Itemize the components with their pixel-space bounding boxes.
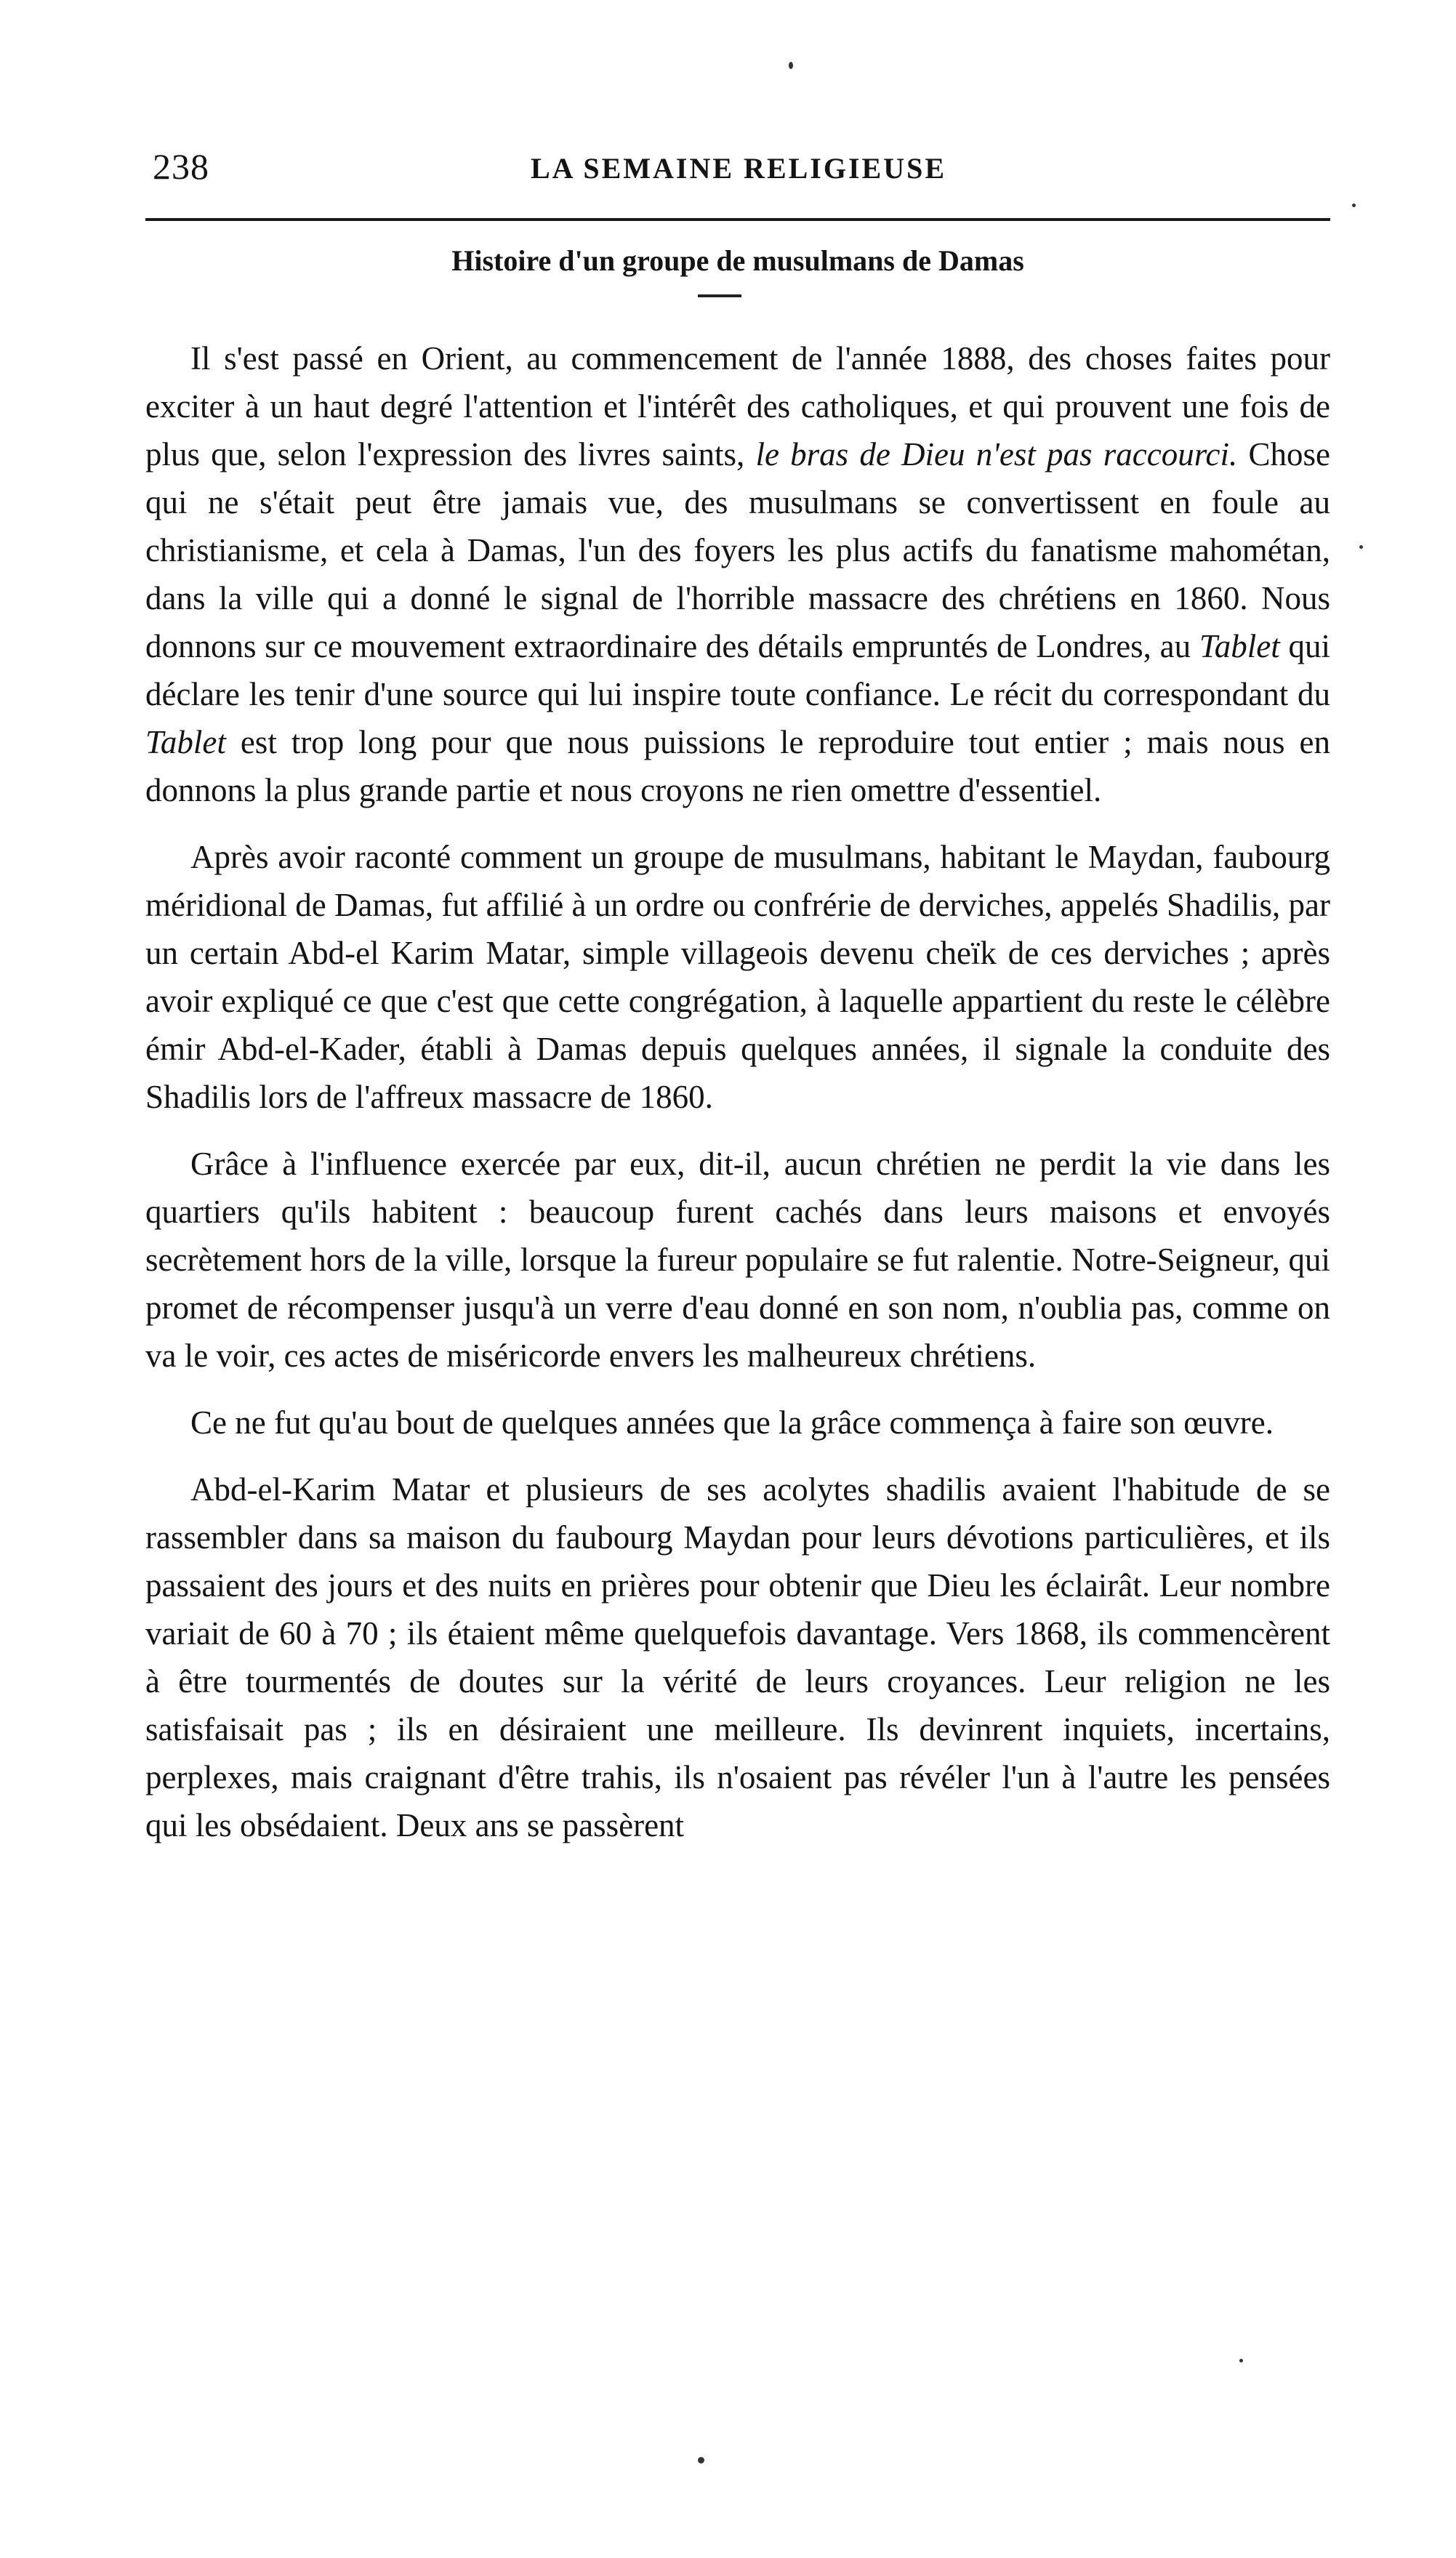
paragraph-1-italic-quote: le bras de Dieu n'est pas raccourci. bbox=[755, 436, 1238, 472]
scan-speck bbox=[698, 2457, 704, 2464]
paragraph-5: Abd-el-Karim Matar et plusieurs de ses acolytes shadilis avaient l'habitude de se rassembler dans sa maison du faubourg Maydan pour leurs dévotions particulières, et ils passaient des jours et des nuits en prières pour obtenir que Dieu les éclairât. Leur nombre variait de 60 à 70 ; ils étaient même quelquefois davantage. Vers 1868, ils commencèrent à être tourmentés de doutes sur la vérité de leurs croyances. Leur religion ne les satisfaisait pas ; ils en désiraient une meilleure. Ils devinrent inquiets, incertains, perplexes, mais craignant d'être trahis, ils n'osaient pas révéler l'un à l'autre les pensées qui les obsédaient. Deux ans se passèrent bbox=[145, 1471, 1330, 1843]
scan-speck bbox=[1352, 204, 1356, 207]
paragraph-1-italic-tablet-2: Tablet bbox=[145, 724, 226, 760]
paragraph-2: Après avoir raconté comment un groupe de musulmans, habitant le Maydan, faubourg méridional de Damas, fut affilié à un ordre ou confrérie de derviches, appelés Shadilis, par un certain Abd-el Karim Matar, simple villageois devenu cheïk de ces derviches ; après avoir expliqué ce que c'est que cette congrégation, à laquelle appartient du reste le célèbre émir Abd-el-Kader, établi à Damas depuis quelques années, il signale la conduite des Shadilis lors de l'affreux massacre de 1860. bbox=[145, 839, 1330, 1115]
header-rule bbox=[145, 218, 1330, 221]
title-ornament bbox=[698, 294, 741, 297]
paragraph-1-text-b: Chose qui ne s'était peut être jamais vue, des musulmans se convertissent en foule au christianisme, et cela à Damas, l'un des foyers les plus actifs du fanatisme mahométan, dans la ville qui a donné le signal de l'horrible massacre des chrétiens en 1860. Nous donnons sur ce mouvement extraordinaire des détails empruntés de Londres, au bbox=[145, 436, 1331, 664]
paragraph-3: Grâce à l'influence exercée par eux, dit-il, aucun chrétien ne perdit la vie dans les quartiers qu'ils habitent : beaucoup furent cachés dans leurs maisons et envoyés secrètement hors de la ville, lorsque la fureur populaire se fut ralentie. Notre-Seigneur, qui promet de récompenser jusqu'à un verre d'eau donné en son nom, n'oublia pas, comme on va le voir, ces actes de miséricorde envers les malheureux chrétiens. bbox=[145, 1146, 1330, 1374]
page-number: 238 bbox=[153, 146, 209, 187]
paragraph-1-text-a: Il s'est passé en Orient, au commencement de l'année 1888, des choses faites pour exciter à un haut degré l'attention et l'intérêt des catholiques, et qui prouvent une fois de plus que, selon l'expression des livres saints, bbox=[145, 340, 1330, 472]
scan-speck bbox=[789, 62, 793, 69]
running-head bbox=[153, 145, 1330, 196]
article-body bbox=[145, 334, 1330, 1868]
scan-speck bbox=[1239, 2359, 1243, 2362]
paragraph-1-text-c: qui déclare les tenir d'une source qui lui inspire toute confiance. Le récit du correspondant du bbox=[145, 628, 1330, 712]
paragraph-4: Ce ne fut qu'au bout de quelques années que la grâce commença à faire son œuvre. bbox=[190, 1404, 1274, 1441]
paragraph-1-text-d: est trop long pour que nous puissions le reproduire tout entier ; mais nous en donnons la plus grande partie et nous croyons ne rien omettre d'essentiel. bbox=[145, 724, 1330, 808]
paragraph-1 bbox=[145, 334, 1330, 814]
paragraph-1-italic-tablet-1: Tablet bbox=[1199, 628, 1280, 664]
journal-title: LA SEMAINE RELIGIEUSE bbox=[531, 152, 947, 185]
scan-speck bbox=[1359, 545, 1363, 549]
article-title: Histoire d'un groupe de musulmans de Damas bbox=[451, 244, 1024, 277]
